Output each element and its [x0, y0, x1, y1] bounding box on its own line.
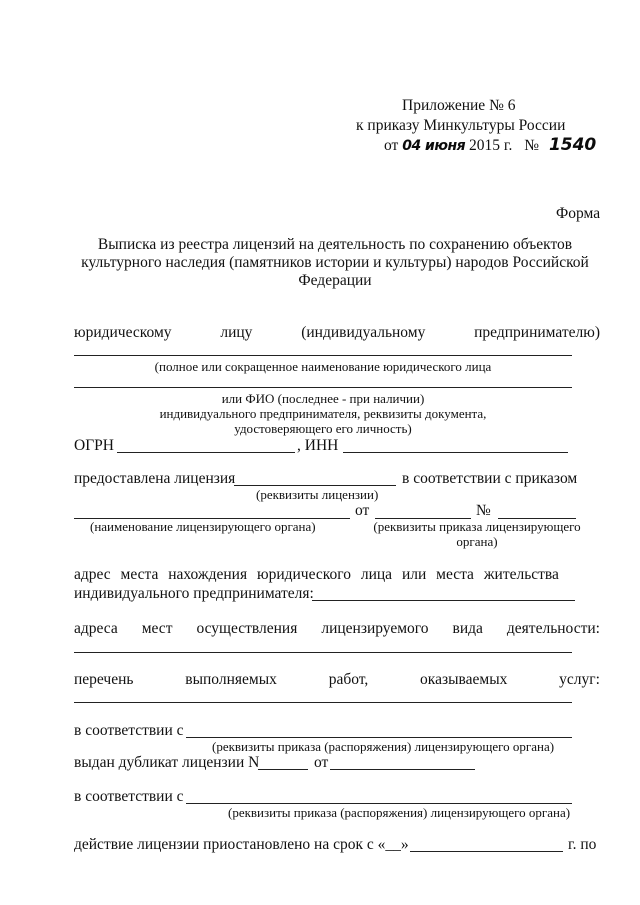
- license-number-sign: №: [476, 502, 491, 519]
- entity-name-blank[interactable]: [74, 355, 572, 356]
- works-word: услуг:: [559, 671, 600, 688]
- entity-word-3: (индивидуальному: [301, 324, 426, 341]
- ogrn-field[interactable]: [117, 452, 295, 453]
- license-from-label: от: [355, 502, 370, 519]
- activity-word: адреса: [74, 620, 118, 637]
- license-order-caption-line-1: (реквизиты приказа лицензирующего: [373, 519, 581, 534]
- address-word: лица: [360, 566, 393, 583]
- title-line-1: Выписка из реестра лицензий на деятельность по сохранению объектов: [97, 236, 573, 253]
- entity-word-2: лицу: [220, 324, 253, 341]
- entity-name-caption: (полное или сокращенное наименование юридического лица: [154, 359, 492, 374]
- second-order-field[interactable]: [186, 803, 572, 804]
- license-order-caption-line-2: органа): [456, 534, 498, 549]
- date-year: 2015 г.: [469, 137, 513, 154]
- address-word: места: [120, 566, 159, 583]
- handwritten-date: 04 июня: [402, 138, 466, 154]
- license-per-order-label: в соответствии с приказом: [402, 470, 578, 487]
- address-line-1: [74, 566, 559, 584]
- suspension-date-field[interactable]: [410, 851, 563, 852]
- works-word: работ,: [328, 671, 369, 688]
- address-word: адрес: [74, 566, 111, 583]
- works-word: оказываемых: [420, 671, 508, 688]
- address-word: нахождения: [168, 566, 248, 583]
- address-word: места: [436, 566, 474, 583]
- duplicate-from-label: от: [314, 754, 329, 771]
- suspension-tail: г. по: [568, 836, 597, 853]
- appendix-order-ref: к приказу Минкультуры России: [356, 117, 566, 134]
- duplicate-per-label: в соответствии с: [74, 722, 184, 739]
- entity-word-1: юридическому: [74, 324, 172, 341]
- date-prefix: от: [384, 137, 399, 154]
- inn-label: , ИНН: [297, 437, 339, 454]
- activity-addresses-line: [74, 620, 600, 638]
- suspension-text: действие лицензии приостановлено на срок с «__»: [74, 836, 409, 853]
- duplicate-number-field[interactable]: [258, 769, 308, 770]
- license-details-caption: (реквизиты лицензии): [256, 487, 379, 502]
- duplicate-date-field[interactable]: [330, 769, 475, 770]
- duplicate-issued-label: выдан дубликат лицензии N: [74, 754, 260, 771]
- entity-name-blank-2[interactable]: [74, 387, 572, 388]
- address-word: или: [401, 566, 427, 583]
- ogrn-label: ОГРН: [74, 437, 114, 454]
- title-line-3: Федерации: [298, 272, 372, 289]
- activity-word: мест: [141, 620, 173, 637]
- address-line-2-label: индивидуального предпринимателя:: [74, 585, 314, 602]
- inn-field[interactable]: [343, 452, 568, 453]
- license-order-caption: [362, 519, 592, 549]
- entity-word-4: предпринимателю): [474, 324, 600, 341]
- works-line: [74, 671, 600, 689]
- second-order-caption: (реквизиты приказа (распоряжения) лицензирующего органа): [228, 805, 571, 820]
- appendix-date-row: [384, 136, 596, 155]
- entrepreneur-caption-line-2: индивидуального предпринимателя, реквизиты документа,: [159, 406, 487, 421]
- second-per-label: в соответствии с: [74, 788, 184, 805]
- activity-addresses-field[interactable]: [74, 652, 572, 653]
- number-sign: №: [524, 137, 540, 154]
- works-word: перечень: [74, 671, 134, 688]
- activity-word: деятельности:: [506, 620, 600, 637]
- appendix-number: Приложение № 6: [402, 97, 516, 114]
- licensing-authority-caption: (наименование лицензирующего органа): [90, 519, 316, 534]
- license-details-field[interactable]: [234, 485, 396, 486]
- duplicate-order-field[interactable]: [186, 737, 572, 738]
- address-word: жительства: [483, 566, 559, 583]
- entrepreneur-caption-line-1: или ФИО (последнее - при наличии): [221, 391, 425, 406]
- entrepreneur-caption: [74, 391, 572, 436]
- handwritten-number: 1540: [548, 135, 597, 155]
- duplicate-order-caption: (реквизиты приказа (распоряжения) лицензирующего органа): [212, 739, 555, 754]
- activity-word: вида: [452, 620, 483, 637]
- document-title: [0, 236, 640, 290]
- address-field[interactable]: [312, 600, 575, 601]
- entrepreneur-caption-line-3: удостоверяющего его личность): [234, 421, 412, 436]
- works-field[interactable]: [74, 702, 572, 703]
- entity-line: [74, 324, 600, 342]
- title-line-2: культурного наследия (памятников истории и культуры) народов Российской: [81, 254, 589, 271]
- works-word: выполняемых: [185, 671, 277, 688]
- address-word: юридического: [257, 566, 351, 583]
- form-label: Форма: [556, 205, 601, 222]
- activity-word: лицензируемого: [321, 620, 429, 637]
- activity-word: осуществления: [196, 620, 298, 637]
- license-granted-label: предоставлена лицензия: [74, 470, 236, 487]
